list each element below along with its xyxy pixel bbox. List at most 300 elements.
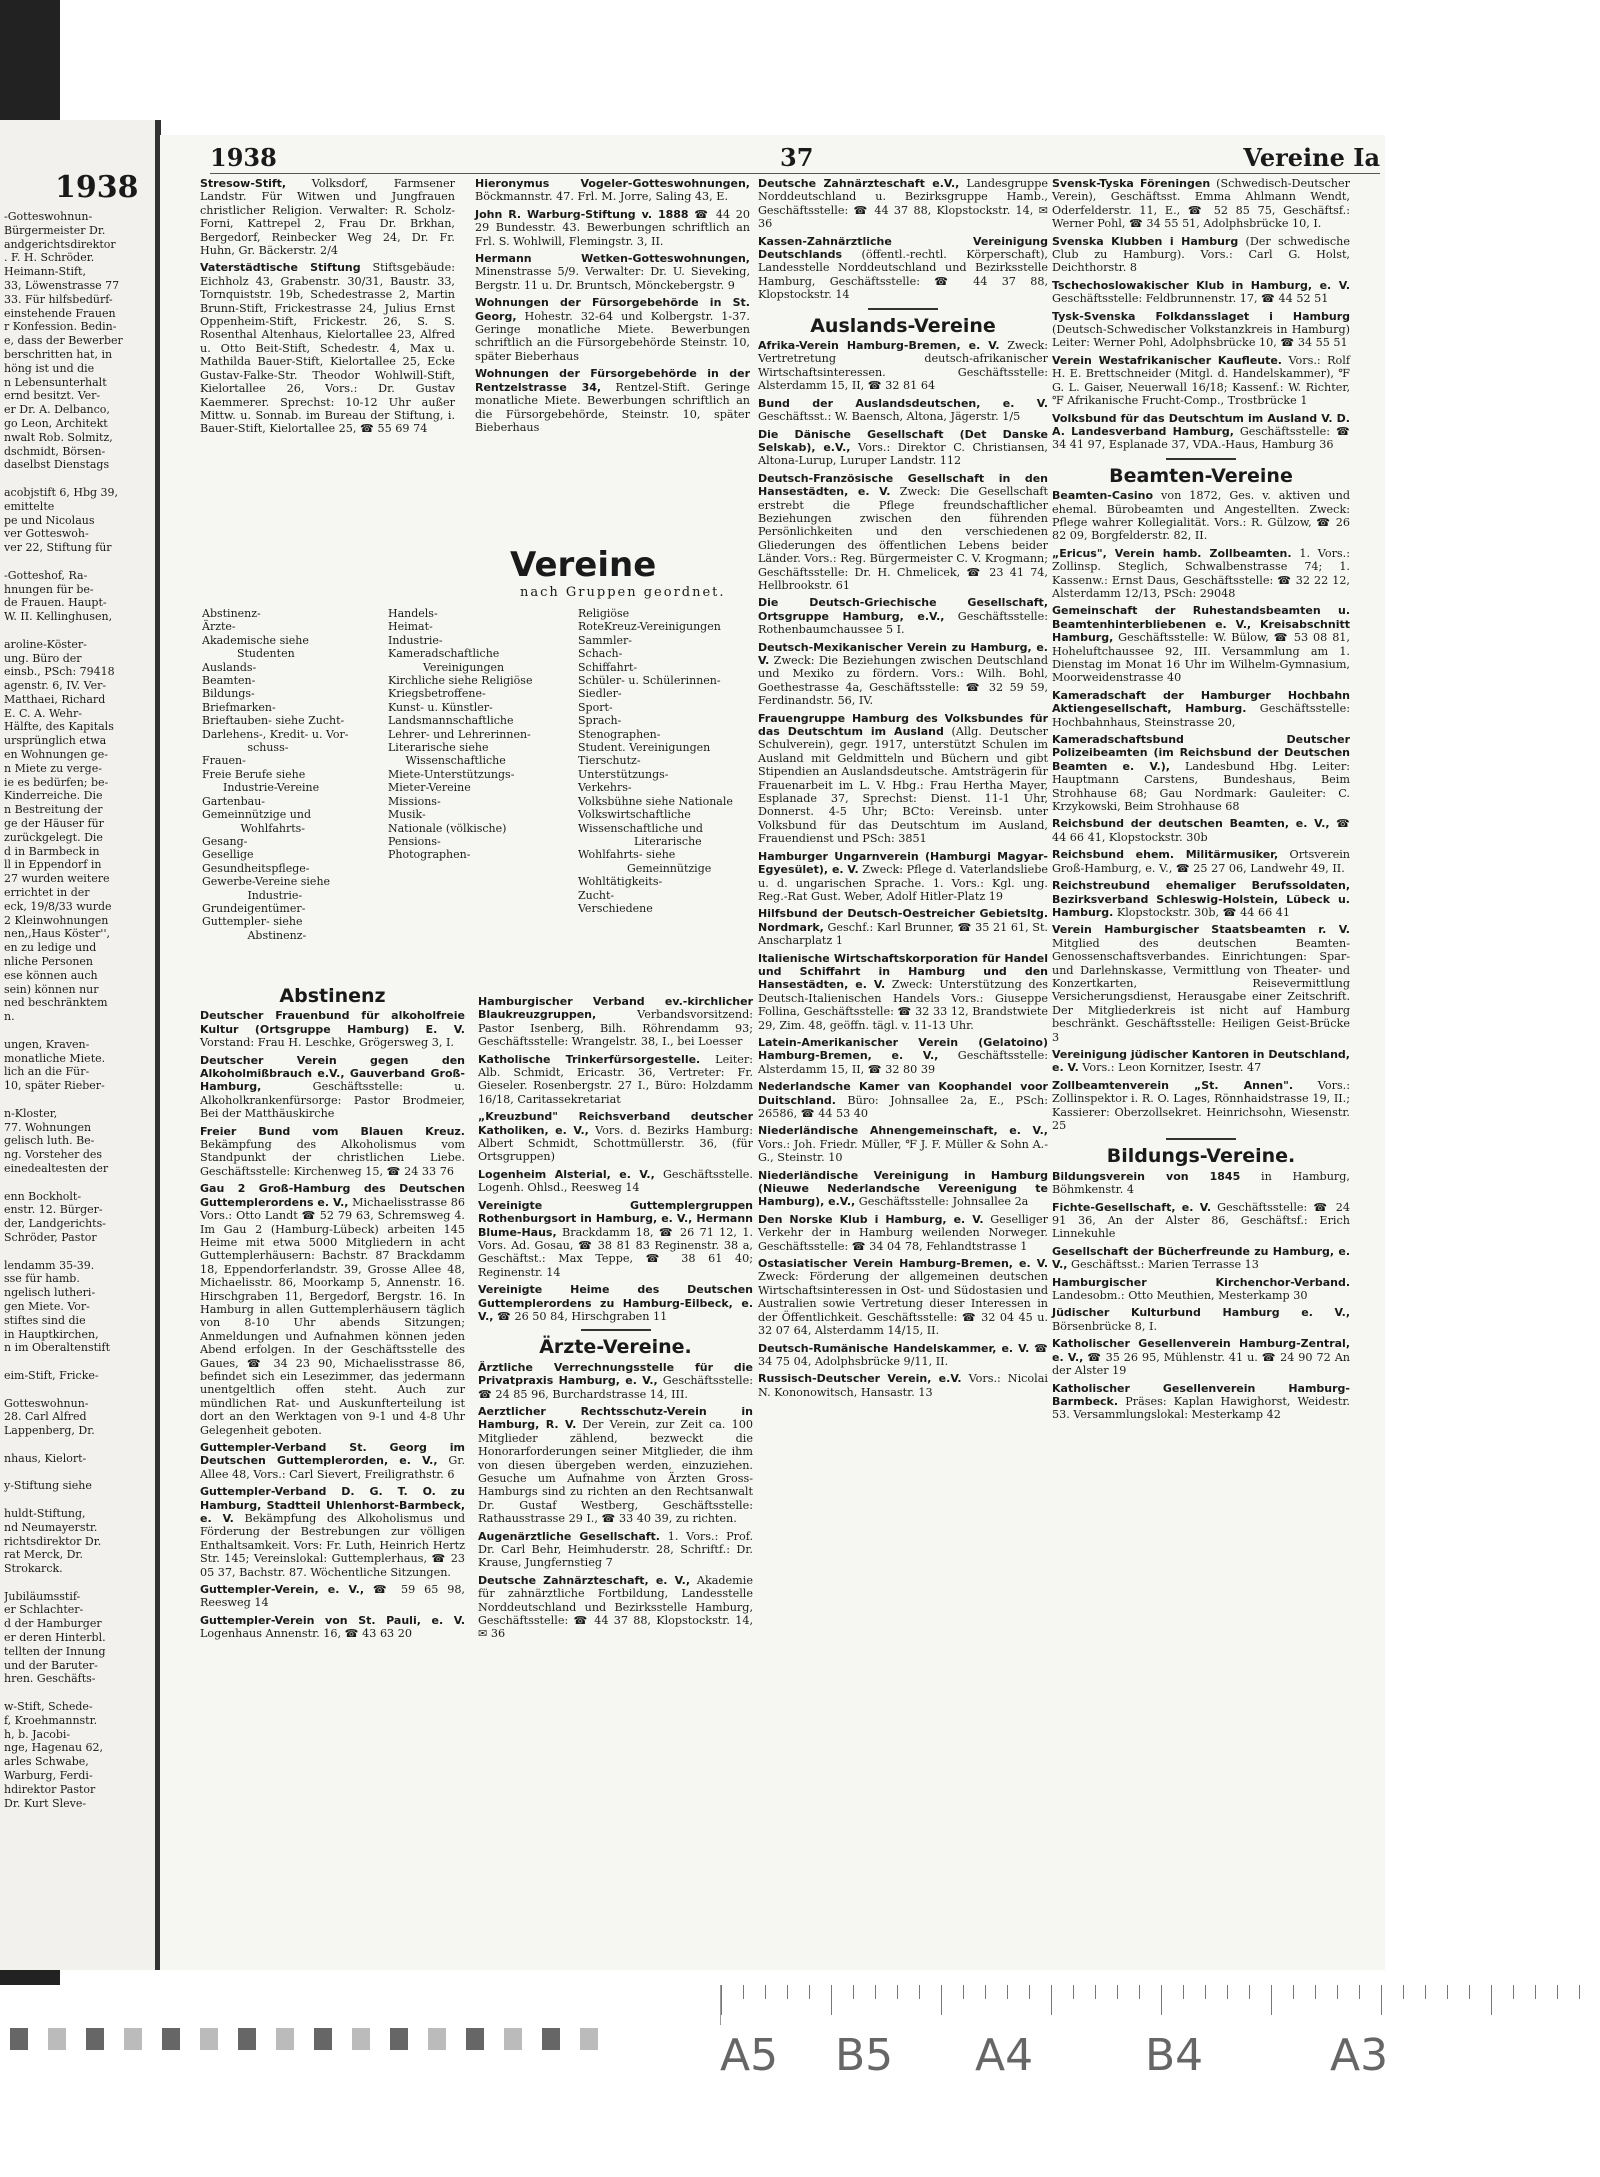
group-index-col-2 — [388, 607, 568, 862]
ruler-tick — [831, 1985, 832, 2015]
entry-details: Büro: Johnsallee 2a, E., PSch: 26586, ☎ 44 53 40 — [758, 1093, 1048, 1120]
entry-name: Freier Bund vom Blauen Kreuz. — [200, 1124, 465, 1138]
directory-entry — [758, 339, 1048, 393]
ruler-tick — [743, 1985, 744, 1999]
column-1-top — [200, 177, 455, 440]
adjacent-page-line — [4, 1686, 152, 1700]
entry-name: Italienische Wirtschaftskorporation für Handel und Schiffahrt in Hamburg und den Hansestädten, e. V. — [758, 951, 1048, 992]
group-index-item: Vereinigungen — [388, 660, 505, 674]
adjacent-page-line: n Bestreitung der — [4, 803, 103, 817]
adjacent-page-line: richtsdirektor Dr. — [4, 1534, 102, 1548]
adjacent-page-line: Lappenberg, Dr. — [4, 1424, 95, 1438]
adjacent-page-line: -Gotteshof, Ra- — [4, 568, 88, 582]
entry-name: Verein Westafrikanischer Kaufleute. — [1052, 353, 1282, 367]
entry-details: Zweck: Die Beziehungen zwischen Deutschland und Mexiko zu fördern. Vors.: Wilh. Bohl, Goethestrasse 4a, Geschäftsstelle: ☎ 32 59 59, Ferdinandstr. 56, IV. — [758, 654, 1048, 708]
entry-details: Leiter: Alb. Schmidt, Ericastr. 36, Vertreter: Fr. Gieseler. Rosenbergstr. 27 I., Büro: Holzdamm 16/18, Caritassekretariat — [478, 1052, 754, 1106]
entry-details: Bekämpfung des Alkoholismus und Förderung der Bestrebungen zur völligen Enthaltsamkeit. Vors: Fr. Luth, Heinrich Hertz Str. 145; Vereinslokal: Guttemplerhaus, ☎ 23 05 37, Bachstr. 87. Wöchentliche Sitzungen. — [200, 1512, 465, 1579]
adjacent-page-line: ung. Büro der — [4, 651, 82, 665]
adjacent-page-line: arles Schwabe, — [4, 1755, 89, 1769]
adjacent-page-line: 33. Für hilfsbedürf- — [4, 292, 113, 306]
abstinenz-section — [200, 980, 465, 1645]
directory-entry — [1052, 1382, 1350, 1422]
adjacent-page-line: ge der Häuser für — [4, 817, 104, 831]
group-index-item: Industrie-Vereine — [202, 781, 320, 795]
adjacent-page-line: huldt-Stiftung, — [4, 1506, 86, 1520]
adjacent-page-line: er deren Hinterbl. — [4, 1631, 106, 1645]
entry-name: Frauengruppe Hamburg des Volksbundes für das Deutschtum im Ausland — [758, 711, 1048, 739]
group-index-item: Ärzte- — [202, 620, 236, 634]
adjacent-page-line: dschmidt, Börsen- — [4, 444, 106, 458]
section-title-aerzte: Ärzte-Vereine. — [539, 1336, 692, 1359]
group-index-col-3 — [578, 607, 753, 915]
paper-size-label: A4 — [975, 2030, 1034, 2081]
entry-name: Deutsch-Französische Gesellschaft in den Hansestädten, e. V. — [758, 471, 1048, 499]
adjacent-page-line: acobjstift 6, Hbg 39, — [4, 485, 119, 499]
calibration-square — [542, 2028, 560, 2050]
ruler-tick — [1315, 1985, 1316, 1999]
directory-entry — [758, 907, 1048, 947]
entry-name: Hamburgischer Kirchenchor-Verband. — [1052, 1275, 1350, 1289]
calibration-square — [390, 2028, 408, 2050]
adjacent-page-line: ver Gotteswoh- — [4, 527, 89, 541]
entry-name: Beamten-Casino — [1052, 489, 1154, 503]
ruler-tick — [1469, 1985, 1470, 1999]
group-index-item: Schiffahrt- — [578, 660, 638, 674]
entry-details: Geselliger Verkehr der in Hamburg weilenden Norweger. Geschäftsstelle: ☎ 34 04 78, Fehlandtstrasse 1 — [758, 1212, 1048, 1253]
ruler-tick — [1447, 1985, 1448, 1999]
ruler-tick — [963, 1985, 964, 1999]
directory-entry — [200, 1182, 465, 1437]
group-index-item: Photographen- — [388, 848, 471, 862]
calibration-square — [352, 2028, 370, 2050]
entry-details: Ortsverein Groß-Hamburg, e. V., ☎ 25 27 06, Landwehr 49, II. — [1052, 848, 1350, 875]
entry-details: von 1872, Ges. v. aktiven und ehemal. Bürobeamten und Angestellten. Zweck: Pflege wahrer Kollegialität. Vors.: R. Gülzow, ☎ 26 82 09, Borgfelderstr. 82, II. — [1052, 489, 1350, 543]
entry-details: Vors. d. Bezirks Hamburg: Albert Schmidt, Schottmüllerstr. 36, (für Ortsgruppen) — [478, 1123, 753, 1164]
group-index-item: Sport- — [578, 700, 613, 714]
adjacent-page-line: der, Landgerichts- — [4, 1217, 106, 1231]
entry-details: Zweck: Unterstützung des Deutsch-Italienischen Handels Vors.: Giuseppe Follina, Geschäftsstelle: ☎ 32 33 12, Brandstwiete 29, Zim. 48, geöffn. tägl. v. 11-13 Uhr. — [758, 978, 1049, 1032]
entry-name: Hamburger Ungarnverein (Hamburgi Magyar-Egyesület), e. V. — [758, 849, 1048, 877]
adjacent-page-line: ll in Eppendorf in — [4, 858, 102, 872]
entry-details: Geschäftsst.: Marien Terrasse 13 — [1067, 1258, 1259, 1272]
directory-entry — [1052, 1201, 1350, 1241]
group-index-item: Wohltätigkeits- — [578, 875, 663, 889]
adjacent-page-line: ursprünglich etwa — [4, 734, 107, 748]
adjacent-page-line: ungen, Kraven- — [4, 1037, 90, 1051]
adjacent-page-line: nge, Hagenau 62, — [4, 1741, 104, 1755]
entry-details: Vorstand: Frau H. Leschke, Grögersweg 3, I. — [200, 1036, 454, 1050]
directory-entry — [1052, 817, 1350, 844]
entry-name: Svenska Klubben i Hamburg — [1052, 234, 1239, 248]
entry-name: Deutscher Verein gegen den Alkoholmißbrauch e.V., Gauverband Groß-Hamburg, — [200, 1053, 465, 1094]
entry-details: Vors.: Leon Kornitzer, Isestr. 47 — [1078, 1061, 1262, 1075]
entry-name: Hieronymus Vogeler-Gotteswohnungen, — [475, 177, 750, 190]
group-index-item: Abstinenz- — [202, 607, 261, 620]
adjacent-page-line: . F. H. Schröder. — [4, 251, 95, 265]
entry-name: Zollbeamtenverein „St. Annen". — [1052, 1078, 1294, 1092]
entry-details: Geschäftsstelle: Hochbahnhaus, Steinstrasse 20, — [1052, 702, 1350, 729]
divider — [868, 308, 938, 310]
entry-details: Brackdamm 18, ☎ 26 71 12, 1. Vors. Ad. Gosau, ☎ 38 81 83 Reginenstr. 38 a, Geschäftst.: Max Teppe, ☎ 38 61 40; Reginenstr. 14 — [478, 1225, 753, 1279]
entry-details: (Schwedisch-Deutscher Verein), Geschäftsst. Emma Ahlmann Wendt, Oderfelderstr. 11, E., ☎ 52 85 75, Geschäftsf.: Werner Pohl, ☎ 34 55 51, Adolphsbrücke 10, I. — [1052, 177, 1350, 231]
section-title-bildungs: Bildungs-Vereine. — [1106, 1145, 1296, 1168]
adjacent-page-line: ng. Vorsteher des — [4, 1148, 103, 1162]
entry-name: Reichsbund der deutschen Beamten, e. V., — [1052, 817, 1330, 831]
adjacent-page-line: und der Baruter- — [4, 1658, 98, 1672]
adjacent-page — [0, 120, 161, 1970]
adjacent-page-line: er Schlachter- — [4, 1603, 84, 1617]
ruler-tick — [897, 1985, 898, 1999]
directory-entry — [200, 1009, 465, 1049]
group-index-item: Schach- — [578, 647, 623, 661]
paper-size-label: A5 — [720, 2030, 779, 2081]
adjacent-page-line: Dr. Kurt Sleve- — [4, 1796, 87, 1810]
directory-entry — [200, 1614, 465, 1641]
adjacent-page-line — [4, 1576, 152, 1590]
directory-entry — [1052, 689, 1350, 729]
directory-entry — [758, 641, 1048, 708]
adjacent-page-line: Kinderreiche. Die — [4, 789, 103, 803]
entry-name: Kameradschaft der Hamburger Hochbahn Aktiengesellschaft, Hamburg. — [1052, 688, 1350, 716]
entry-details: Geschäftsstelle: ☎ 24 85 96, Burchardstrasse 14, III. — [478, 1374, 753, 1401]
entry-name: Die Deutsch-Griechische Gesellschaft, Ortsgruppe Hamburg, e.V., — [758, 596, 1048, 623]
entry-details: Der Verein, zur Zeit ca. 100 Mitglieder zählend, bezweckt die Honorarforderungen seiner Mitglieder, die ihm von diesen übergeben werden, einzuziehen. Gesuche um Aufnahme von Ärzten Gross-Hamburgs sind zu richten an den Rechtsanwalt Dr. Gustaf Westberg, Geschäftsstelle: Rathausstrasse 29 I., ☎ 33 40 39, zu richten. — [478, 1418, 753, 1526]
entry-name: Reichsbund ehem. Militärmusiker, — [1052, 848, 1279, 862]
entry-name: Vereinigung jüdischer Kantoren in Deutschland, e. V. — [1052, 1047, 1350, 1075]
adjacent-page-line: einedealtesten der — [4, 1161, 109, 1175]
calibration-square — [314, 2028, 332, 2050]
entry-details: Geschäftsstelle: Johnsallee 2a — [855, 1195, 1029, 1209]
adjacent-page-line: h, b. Jacobi- — [4, 1727, 71, 1741]
group-index-col-1 — [202, 607, 382, 942]
directory-entry — [475, 367, 750, 434]
directory-entry — [758, 952, 1048, 1032]
adjacent-page-year: 1938 — [55, 170, 139, 205]
page-number: 37 — [780, 143, 814, 172]
adjacent-page-line: ese können auch — [4, 968, 98, 982]
entry-details: Mitglied des deutschen Beamten-Genossenschaftsverbandes. Einrichtungen: Spar- und Darlehnskasse, Vermittlung von Theater- und Konzertkarten, Reisevermittlung Versicherungsdienst, Herausgabe einer Zeitschrift. Der Mitgliederkreis ist nicht auf Hamburg beschränkt. Geschäftsstelle: Heiligen Geist-Brücke 3 — [1052, 936, 1350, 1044]
column-2-lower — [478, 995, 753, 1645]
entry-name: Niederländische Ahnengemeinschaft, e. V., — [758, 1124, 1048, 1138]
adjacent-page-line — [4, 1355, 152, 1369]
directory-entry — [475, 252, 750, 292]
entry-name: Kassen-Zahnärztliche Vereinigung Deutschlands — [758, 234, 1048, 262]
adjacent-page-line: gelisch luth. Be- — [4, 1134, 95, 1148]
entry-details: Geschäftsstelle: W. Bülow, ☎ 53 08 81, Hoheluftchaussee 92, III. Versammlung am 1. Dienstag im Monat 16 Uhr im Wilhelm-Gymnasium, Moorweidenstrasse 40 — [1052, 631, 1350, 685]
adjacent-page-line: Strokarck. — [4, 1562, 63, 1576]
entry-name: Katholischer Gesellenverein Hamburg-Barmbeck. — [1052, 1381, 1350, 1408]
directory-entry — [758, 428, 1048, 468]
group-index-item: Handels- — [388, 607, 438, 620]
calibration-square — [10, 2028, 28, 2050]
group-index-item: Kirchliche siehe Religiöse — [388, 674, 533, 688]
adjacent-page-line: hdirektor Pastor — [4, 1782, 96, 1796]
entry-name: Deutsche Zahnärzteschaft, e. V., — [478, 1573, 691, 1587]
entry-name: Reichstreubund ehemaliger Berufssoldaten, Bezirksverband Schleswig-Holstein, Lübeck u. Hamburg. — [1052, 879, 1350, 919]
directory-entry — [1052, 733, 1350, 813]
group-index-item: Siedler- — [578, 687, 622, 701]
adjacent-page-line: n Lebensunterhalt — [4, 375, 107, 389]
entry-details: (öffentl.-rechtl. Körperschaft), Landesstelle Norddeutschland und Bezirksstelle Hamburg, Geschäftsstelle: ☎ 44 37 88, Klopstockstr. 14 — [758, 248, 1048, 302]
entry-details: Böckmannstr. 47. Frl. M. Jorre, Saling 43, E. — [475, 190, 729, 204]
entry-details: Hohestr. 32-64 und Kolbergstr. 1-37. Geringe monatliche Miete. Bewerbungen schriftlich an die Fürsorgebehörde Steinstr. 10, später Bieberhaus — [475, 309, 750, 363]
adjacent-page-line — [4, 1245, 152, 1259]
group-index-item: Grundeigentümer- — [202, 901, 306, 915]
ruler-tick — [1557, 1985, 1558, 1999]
column-4 — [1052, 177, 1350, 1426]
group-index-item: Industrie- — [388, 633, 443, 647]
entry-details: Michaelisstrasse 86 Vors.: Otto Landt ☎ 52 79 63, Schremsweg 4. Im Gau 2 (Hamburg-Lübeck) arbeiten 145 Heime mit etwa 5000 Mitgliedern in acht Guttemplerhäusern: Bachstr. 87 Brackdamm 18, Eppendorferlandstr. 39, Grosse Allee 48, Michaelisstr. 86, Moorkamp 5, Annenstr. 16. Hirschgraben 11, Bergedorf, Bergstr. 16. In Hamburg in allen Guttemplerhäusern täglich von 8-10 Uhr abends Sitzungen; Anmeldungen und Aufnahmen können jeden Abend erfolgen. In der Geschäftsstelle des Gaues, ☎ 34 23 90, Michaelisstrasse 86, befindet sich ein Lesezimmer, das jedermann unentgeltlich offen steht. Auch zur mündlichen Rat- und Auskunfterteilung ist dort an den Werktagen von 9-1 und 4-8 Uhr Gelegenheit geboten. — [200, 1195, 465, 1437]
ruler-tick — [1205, 1985, 1206, 1999]
adjacent-page-line: 10, später Rieber- — [4, 1079, 105, 1093]
entry-name: Russisch-Deutscher Verein, e.V. — [758, 1372, 962, 1386]
entry-details: Rentzel-Stift. Geringe monatliche Miete. Bewerbungen schriftlich an die Fürsorgebehörde, Steinstr. 10, später Bieberhaus — [475, 380, 750, 434]
adjacent-page-line: 77. Wohnungen — [4, 1120, 92, 1134]
adjacent-page-line: Heimann-Stift, — [4, 265, 86, 279]
directory-entry — [1052, 1276, 1350, 1303]
entry-name: „Kreuzbund" Reichsverband deutscher Katholiken, e. V., — [478, 1110, 753, 1137]
entry-details: Zweck: Pflege d. Vaterlandsliebe u. d. ungarischen Sprache. 1. Vors.: Kgl. ung. Reg.-Rat Gust. Weber, Adolf Hitler-Platz 19 — [758, 863, 1048, 903]
directory-entry — [758, 1036, 1048, 1076]
group-index-item: Kriegsbetroffene- — [388, 687, 486, 701]
ruler-tick — [721, 1985, 722, 2015]
entry-name: Svensk-Tyska Föreningen — [1052, 177, 1211, 190]
entry-name: Afrika-Verein Hamburg-Bremen, e. V. — [758, 339, 1000, 353]
adjacent-page-line — [4, 1493, 152, 1507]
entry-name: Wohnungen der Fürsorgebehörde in der Rentzelstrasse 34, — [475, 367, 750, 394]
entry-name: Guttempler-Verband St. Georg im Deutschen Guttemplerorden, e. V., — [200, 1441, 465, 1468]
adjacent-page-line: aroline-Köster- — [4, 637, 87, 651]
entry-name: Volksbund für das Deutschtum im Ausland V. D. A. Landesverband Hamburg, — [1052, 411, 1350, 438]
group-index-item: Guttempler- siehe — [202, 915, 303, 929]
entry-name: Latein-Amerikanischer Verein (Gelatoino) Hamburg-Bremen, e. V., — [758, 1035, 1048, 1063]
directory-entry — [1052, 1306, 1350, 1333]
paper-size-label: B5 — [835, 2030, 894, 2081]
directory-entry — [200, 1441, 465, 1481]
entry-name: Ärztliche Verrechnungsstelle für die Privatpraxis Hamburg, e. V., — [478, 1360, 753, 1388]
directory-entry — [758, 850, 1048, 904]
directory-entry — [478, 995, 753, 1049]
adjacent-page-line: ernd besitzt. Ver- — [4, 389, 101, 403]
adjacent-page-line: Warburg, Ferdi- — [4, 1769, 93, 1783]
ruler-tick — [809, 1985, 810, 1999]
directory-entry — [1052, 923, 1350, 1044]
calibration-square — [200, 2028, 218, 2050]
adjacent-page-line: nen,,Haus Köster'', — [4, 927, 110, 941]
directory-entry — [1052, 1337, 1350, 1377]
paper-size-label: B4 — [1145, 2030, 1204, 2081]
scan-ruler — [720, 1985, 1600, 2025]
entry-details: Vors.: Zollinspektor i. R. O. Lages, Rönnhaidstrasse 19, II.; Kassierer: Oberzollsekret. Heinrichsohn, Wiesenstr. 25 — [1052, 1078, 1350, 1132]
entry-name: Niederländische Vereinigung in Hamburg (Nieuwe Nederlandsche Vereenigung te Hamburg), e.V., — [758, 1168, 1048, 1209]
adjacent-page-line: ie es bedürfen; be- — [4, 775, 109, 789]
adjacent-page-line: nhaus, Kielort- — [4, 1451, 87, 1465]
adjacent-page-line: hnungen für be- — [4, 582, 94, 596]
group-index-item: Freie Berufe siehe — [202, 767, 306, 781]
entry-details: 1. Vors.: Prof. Dr. Carl Behr, Heimhuderstr. 28, Schriftf.: Dr. Krause, Jungfernstieg 7 — [478, 1529, 753, 1570]
group-index-item: Gesellige — [202, 848, 254, 862]
group-index-item: Akademische siehe — [202, 633, 309, 647]
directory-entry — [758, 1124, 1048, 1164]
ruler-tick — [1073, 1985, 1074, 1999]
adjacent-page-line: Hälfte, des Kapitals — [4, 720, 114, 734]
ruler-tick — [853, 1985, 854, 1999]
directory-entry — [1052, 279, 1350, 306]
ruler-tick — [787, 1985, 788, 1999]
entry-name: Stresow-Stift, — [200, 177, 287, 190]
column-3 — [758, 177, 1048, 1403]
section-title-abstinenz: Abstinenz — [279, 985, 386, 1007]
ruler-tick — [1183, 1985, 1184, 1999]
ruler-tick — [1249, 1985, 1250, 1999]
directory-entry — [1052, 412, 1350, 452]
directory-entry — [475, 208, 750, 248]
group-index-item: Verkehrs- — [578, 781, 632, 795]
group-index-item: Abstinenz- — [202, 928, 307, 942]
adjacent-page-line: agenstr. 6, IV. Ver- — [4, 679, 107, 693]
directory-entry — [200, 177, 455, 257]
adjacent-page-line: zurückgelegt. Die — [4, 830, 103, 844]
group-index-item: Tierschutz- — [578, 754, 641, 768]
entry-details: Präses: Kaplan Hawighorst, Weidestr. 53. Versammlungslokal: Mesterkamp 42 — [1052, 1394, 1350, 1422]
adjacent-page-line: w-Stift, Schede- — [4, 1700, 93, 1714]
directory-entry — [478, 1168, 753, 1195]
directory-entry — [478, 1199, 753, 1279]
calibration-square — [428, 2028, 446, 2050]
group-index-item: Pensions- — [388, 834, 441, 848]
adjacent-page-line — [4, 1438, 152, 1452]
calibration-square — [162, 2028, 180, 2050]
adjacent-page-line: ngelisch lutheri- — [4, 1286, 96, 1300]
header-year: 1938 — [210, 143, 277, 172]
group-index-item: Religiöse — [578, 607, 630, 620]
directory-entry — [200, 1125, 465, 1179]
directory-entry — [200, 261, 455, 435]
adjacent-page-line: ned beschränktem — [4, 996, 108, 1010]
adjacent-page-line: einstehende Frauen — [4, 306, 116, 320]
adjacent-page-line: tellten der Innung — [4, 1644, 106, 1658]
directory-entry — [1052, 1245, 1350, 1272]
entry-details: Klopstockstr. 30b, ☎ 44 66 41 — [1113, 905, 1290, 919]
entry-name: Deutscher Frauenbund für alkoholfreie Kultur (Ortsgruppe Hamburg) E. V. — [200, 1009, 465, 1036]
entry-name: „Ericus", Verein hamb. Zollbeamten. — [1052, 546, 1292, 560]
adjacent-page-line: E. C. A. Wehr- — [4, 706, 82, 720]
adjacent-page-line: einsb., PSch: 79418 — [4, 665, 115, 679]
directory-entry — [1052, 547, 1350, 601]
calibration-square — [86, 2028, 104, 2050]
adjacent-page-line: n-Kloster, — [4, 1106, 61, 1120]
calibration-square — [466, 2028, 484, 2050]
entry-name: Wohnungen der Fürsorgebehörde in St. Georg, — [475, 296, 750, 323]
entry-details: Akademie für zahnärztliche Fortbildung, Landesstelle Norddeutschland und Bezirksstelle Hamburg, Geschäftsstelle: ☎ 44 37 88, Klopstockstr. 14, ✉ 36 — [478, 1573, 753, 1641]
directory-entry — [758, 177, 1048, 231]
divider — [581, 1329, 651, 1331]
entry-details: Geschäftsstelle: ☎ 24 91 36, An der Alster 86, Geschäftsf.: Erich Linnekuhle — [1052, 1200, 1350, 1241]
ruler-tick — [875, 1985, 876, 1999]
directory-entry — [478, 1110, 753, 1164]
entry-name: Augenärztliche Gesellschaft. — [478, 1529, 660, 1543]
calibration-square — [276, 2028, 294, 2050]
ruler-tick — [1051, 1985, 1052, 2015]
entry-name: Vaterstädtische Stiftung — [200, 261, 361, 275]
group-index-item: Beamten- — [202, 674, 256, 688]
divider — [1166, 458, 1236, 460]
ruler-tick — [1491, 1985, 1492, 2015]
ruler-tick — [985, 1985, 986, 1999]
directory-entry — [758, 1169, 1048, 1209]
adjacent-page-line: errichtet in der — [4, 886, 90, 900]
entry-details: Volksdorf, Farmsener Landstr. Für Witwen und Jungfrauen christlicher Religion. Verwalter: R. Scholz-Forni, Kattrepel 2, Frau Dr. Brkhan, Bergedorf, Reinbecker Weg 24, Dr. Fr. Huhn, Gr. Bäckerstr. 2/4 — [200, 177, 455, 258]
directory-entry — [200, 1583, 465, 1610]
entry-details: Vors.: Nicolai N. Kononowitsch, Hansastr. 13 — [758, 1372, 1048, 1399]
adjacent-page-line: sse für hamb. — [4, 1272, 80, 1286]
adjacent-page-line: lich an die Für- — [4, 1065, 90, 1079]
adjacent-page-line: W. II. Kellinghusen, — [4, 610, 113, 624]
ruler-tick — [1535, 1985, 1536, 1999]
entry-details: Vors.: Joh. Friedr. Müller, ℉ J. F. Müller & Sohn A.-G., Steinstr. 10 — [758, 1137, 1048, 1165]
group-index-item: RoteKreuz-Vereinigungen — [578, 620, 721, 634]
ruler-tick — [1403, 1985, 1404, 1999]
entry-name: Hermann Wetken-Gotteswohnungen, — [475, 252, 750, 266]
directory-entry — [1052, 235, 1350, 275]
adjacent-page-line: e, dass der Bewerber — [4, 334, 123, 348]
entry-details: Zweck: Die Gesellschaft erstrebt die Pflege freundschaftlicher Beziehungen zwischen den führenden Persönlichkeiten und den verschiedenen Gliederungen des öffentlichen Lebens beider Länder. Vors.: Reg. Bürgermeister C. V. Krogmann; Geschäftsstelle: Dr. H. Chmelicek, ☎ 23 41 74, Hellbrookstr. 61 — [758, 485, 1048, 592]
entry-details: Bekämpfung des Alkoholismus vom Standpunkt der christlichen Liebe. Geschäftsstelle: Kirchenweg 15, ☎ 24 33 76 — [200, 1138, 465, 1178]
directory-entry — [475, 177, 750, 204]
ruler-tick — [941, 1985, 942, 2015]
entry-details: Landesgruppe Norddeutschland u. Bezirksgruppe Hamb., Geschäftsstelle: ☎ 44 37 88, Klopstockstr. 14, ✉ 36 — [758, 177, 1049, 231]
adjacent-page-line — [4, 472, 152, 486]
adjacent-page-line: enn Bockholt- — [4, 1189, 82, 1203]
entry-details: ☎ 44 66 41, Klopstockstr. 30b — [1052, 817, 1350, 844]
adjacent-page-line: n im Oberaltenstift — [4, 1341, 111, 1355]
adjacent-page-line: gen Miete. Vor- — [4, 1299, 90, 1313]
adjacent-page-line: en zu ledige und — [4, 941, 97, 955]
adjacent-page-line — [4, 1024, 152, 1038]
entry-details: Geschäftsstelle. Logenh. Ohlsd., Reesweg 14 — [478, 1167, 753, 1195]
ruler-tick — [1029, 1985, 1030, 1999]
adjacent-page-line: de Frauen. Haupt- — [4, 596, 107, 610]
ruler-tick — [1381, 1985, 1382, 2015]
entry-name: Nederlandsche Kamer van Koophandel voor Duitschland. — [758, 1080, 1048, 1107]
entry-name: Vereinigte Heime des Deutschen Guttemplerordens zu Hamburg-Eilbeck, e. V., — [478, 1283, 753, 1323]
entry-name: Katholischer Gesellenverein Hamburg-Zentral, e. V., — [1052, 1337, 1350, 1364]
divider — [1166, 1138, 1236, 1140]
directory-entry — [1052, 177, 1350, 231]
group-index-item: Literarische — [578, 834, 702, 848]
entry-details: Geschäftsstelle: Rothenbaumchaussee 5 I. — [758, 609, 1049, 637]
paper-size-label: A3 — [1330, 2030, 1389, 2081]
adjacent-page-line: andgerichtsdirektor — [4, 237, 116, 251]
group-index-item: Gesang- — [202, 834, 248, 848]
group-index-item: Gemeinnützige — [578, 861, 712, 875]
adjacent-page-line: en Wohnungen ge- — [4, 748, 109, 762]
adjacent-page-line: 2 Kleinwohnungen — [4, 913, 109, 927]
entry-name: Deutsch-Rumänische Handelskammer, e. V. — [758, 1341, 1030, 1355]
ruler-tick — [765, 1985, 766, 1999]
group-index-item: Wissenschaftliche und — [578, 821, 703, 835]
entry-details: ☎ 59 65 98, Reesweg 14 — [200, 1583, 465, 1610]
entry-name: Bildungsverein von 1845 — [1052, 1169, 1241, 1183]
group-index-item: Gemeinnützige und — [202, 808, 312, 822]
adjacent-page-line — [4, 555, 152, 569]
page — [160, 135, 1385, 1970]
header-title: Vereine Ia — [1243, 143, 1380, 172]
entry-name: Vereinigte Guttemplergruppen Rothenburgsort in Hamburg, e. V., Hermann Blume-Haus, — [478, 1198, 753, 1239]
adjacent-page-line: in Hauptkirchen, — [4, 1327, 99, 1341]
ruler-tick — [1227, 1985, 1228, 1999]
calibration-square — [124, 2028, 142, 2050]
